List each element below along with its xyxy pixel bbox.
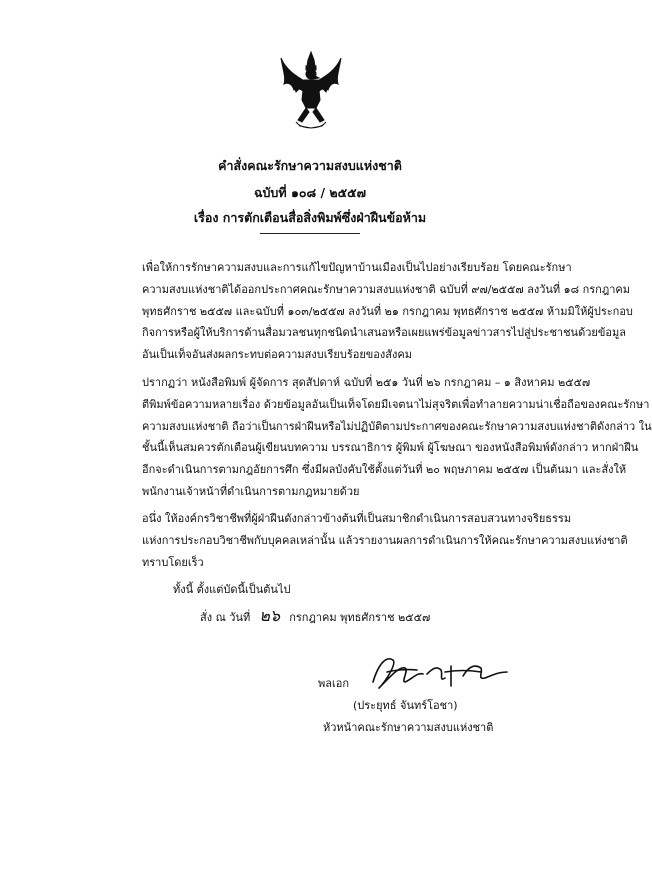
paragraph-1 — [142, 257, 633, 366]
given-rest: กรกฎาคม พุทธศักราช ๒๕๕๗ — [289, 611, 431, 624]
paragraph-line: อันเป็นเท็จอันส่งผลกระทบต่อความสงบเรียบร้อยของสังคม — [142, 348, 412, 362]
paragraph-3 — [142, 508, 628, 573]
signatory-name: (ประยุทธ์ จันทร์โอชา) — [353, 699, 458, 712]
given-prefix: สั่ง ณ วันที่ — [200, 611, 251, 624]
signature-rank: พลเอก — [318, 677, 350, 690]
paragraph-line: ความสงบแห่งชาติได้ออกประกาศคณะรักษาความสงบแห่งชาติ ฉบับที่ ๙๗/๒๕๕๗ ลงวันที่ ๑๘ กรกฎาคม — [142, 282, 631, 296]
paragraph-line: ชั้นนี้เห็นสมควรตักเตือนผู้เขียนบทความ บรรณาธิการ ผู้พิมพ์ ผู้โฆษณา ของหนังสือพิมพ์ดังกล่าว หากฝ่าฝืน — [142, 441, 639, 455]
paragraph-line: กิจการหรือผู้ให้บริการด้านสื่อมวลชนทุกชนิดนำเสนอหรือเผยแพร่ข้อมูลข่าวสารไปสู่ประชาชนด้วยข้อมูล — [142, 326, 626, 340]
paragraph-line: อนึ่ง ให้องค์กรวิชาชีพที่ผู้ฝ่าฝืนดังกล่าวข้างต้นที่เป็นสมาชิกดำเนินการสอบสวนทางจริยธรรม — [142, 512, 572, 525]
signatory-position: หัวหน้าคณะรักษาความสงบแห่งชาติ — [323, 721, 494, 734]
given-day: ๒๖ — [259, 606, 281, 625]
paragraph-line: ปรากฏว่า หนังสือพิมพ์ ผู้จัดการ สุดสัปดาห์ ฉบับที่ ๒๕๑ วันที่ ๒๖ กรกฎาคม – ๑ สิงหาคม ๒๕๕๗ — [142, 376, 591, 389]
handwritten-signature-icon — [365, 652, 513, 694]
paragraph-line: เพื่อให้การรักษาความสงบและการแก้ไขปัญหาบ้านเมืองเป็นไปอย่างเรียบร้อย โดยคณะรักษา — [142, 261, 572, 274]
paragraph-line: พุทธศักราช ๒๕๕๗ และฉบับที่ ๑๐๓/๒๕๕๗ ลงวันที่ ๒๑ กรกฎาคม พุทธศักราช ๒๕๕๗ ห้ามมิให้ผู้ประกอบ — [142, 304, 633, 318]
paragraph-line: พนักงานเจ้าหน้าที่ดำเนินการตามกฎหมายด้วย — [142, 484, 360, 498]
garuda-emblem-icon — [278, 50, 344, 132]
paragraph-2 — [142, 372, 652, 503]
paragraph-line: ความสงบแห่งชาติ ถือว่าเป็นการฝ่าฝืนหรือไม่ปฏิบัติตามประกาศของคณะรักษาความสงบแห่งชาติดังกล่าว ใน — [142, 419, 652, 433]
paragraph-line: ตีพิมพ์ข้อความหลายเรื่อง ด้วยข้อมูลอันเป็นเท็จโดยมีเจตนาไม่สุจริตเพื่อทำลายความน่าเชื่อถือของคณะรักษา — [142, 397, 650, 411]
effective-statement: ทั้งนี้ ตั้งแต่บัดนี้เป็นต้นไป — [173, 583, 291, 596]
paragraph-line: แห่งการประกอบวิชาชีพกับบุคคลเหล่านั้น แล้วรายงานผลการดำเนินการให้คณะรักษาความสงบแห่งชาติ — [142, 533, 628, 547]
paragraph-line: ทราบโดยเร็ว — [142, 555, 204, 569]
paragraph-line: อีกจะดำเนินการตามกฎอัยการศึก ซึ่งมีผลบังคับใช้ตั้งแต่วันที่ ๒๐ พฤษภาคม ๒๕๕๗ เป็นต้นมา และสั่งให้ — [142, 463, 627, 477]
header-divider — [260, 233, 360, 234]
given-date — [200, 604, 430, 629]
order-title: คำสั่งคณะรักษาความสงบแห่งชาติ — [218, 158, 402, 173]
order-number: ฉบับที่ ๑๐๘ / ๒๕๕๗ — [253, 185, 366, 200]
order-subject: เรื่อง การตักเตือนสื่อสิ่งพิมพ์ซึ่งฝ่าฝืนข้อห้าม — [193, 210, 427, 225]
